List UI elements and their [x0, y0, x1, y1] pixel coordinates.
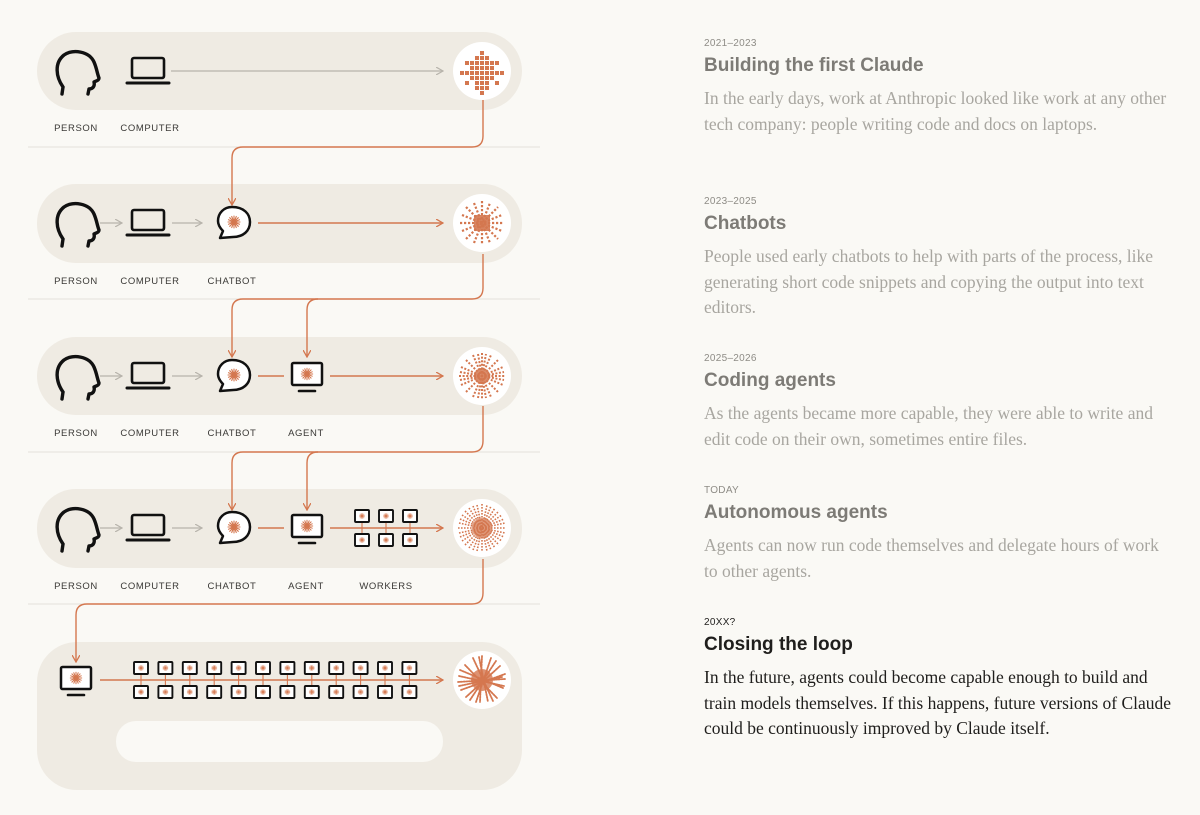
- worker-screen-icon: [379, 534, 393, 546]
- era-title: Chatbots: [704, 213, 787, 234]
- era-date: TODAY: [704, 485, 740, 496]
- worker-screen-icon: [232, 662, 246, 674]
- label-person: PERSON: [54, 123, 98, 134]
- worker-screen-icon: [232, 686, 246, 698]
- label-agent: AGENT: [288, 428, 324, 439]
- era-block-5: [704, 617, 1174, 742]
- era-title: Coding agents: [704, 370, 836, 391]
- worker-screen-icon: [329, 662, 343, 674]
- label-person: PERSON: [54, 581, 98, 592]
- label-person: PERSON: [54, 428, 98, 439]
- era-block-3: [704, 353, 1174, 452]
- era-description: In the future, agents could become capable enough to build and train models themselves. If this happens, future versions of Claude could be continuously improved by Claude itself.: [704, 667, 1172, 738]
- era-description: In the early days, work at Anthropic looked like work at any other tech company: people writing code and docs on laptops.: [704, 88, 1167, 134]
- worker-screen-icon: [403, 534, 417, 546]
- worker-screen-icon: [134, 686, 148, 698]
- label-chatbot: CHATBOT: [207, 581, 257, 592]
- era-title: Autonomous agents: [704, 502, 888, 523]
- label-computer: COMPUTER: [120, 276, 180, 287]
- chatbot-bubble-icon: [218, 512, 250, 543]
- chatbot-bubble-icon: [218, 360, 250, 391]
- era-block-2: [704, 196, 1174, 321]
- era-date: 2025–2026: [704, 353, 757, 364]
- worker-screen-icon: [305, 662, 319, 674]
- label-chatbot: CHATBOT: [207, 428, 257, 439]
- worker-screen-icon: [280, 686, 294, 698]
- worker-screen-icon: [402, 686, 416, 698]
- worker-screen-icon: [355, 534, 369, 546]
- worker-screen-icon: [134, 662, 148, 674]
- label-workers: WORKERS: [359, 581, 413, 592]
- worker-screen-icon: [354, 662, 368, 674]
- worker-screen-icon: [355, 510, 369, 522]
- worker-screen-icon: [329, 686, 343, 698]
- evolution-diagram: [0, 0, 560, 815]
- worker-screen-icon: [378, 662, 392, 674]
- worker-screen-icon: [280, 662, 294, 674]
- claude-model-icon: [453, 347, 511, 405]
- worker-screen-icon: [158, 686, 172, 698]
- worker-screen-icon: [207, 662, 221, 674]
- label-agent: AGENT: [288, 581, 324, 592]
- worker-screen-icon: [402, 662, 416, 674]
- claude-model-icon: [453, 194, 511, 252]
- worker-screen-icon: [379, 510, 393, 522]
- era-description: As the agents became more capable, they were able to write and edit code on their own, sometimes entire files.: [704, 403, 1153, 449]
- era-date: 2023–2025: [704, 196, 757, 207]
- era-block-1: [704, 38, 1174, 137]
- claude-model-icon: [453, 499, 511, 557]
- era-block-4: [704, 485, 1174, 584]
- worker-screen-icon: [207, 686, 221, 698]
- worker-screen-icon: [354, 686, 368, 698]
- worker-screen-icon: [378, 686, 392, 698]
- label-computer: COMPUTER: [120, 123, 180, 134]
- future-placeholder: [116, 721, 443, 762]
- label-computer: COMPUTER: [120, 581, 180, 592]
- era-date: 2021–2023: [704, 38, 757, 49]
- era-title: Closing the loop: [704, 634, 853, 655]
- label-computer: COMPUTER: [120, 428, 180, 439]
- claude-model-icon: [453, 42, 511, 100]
- worker-screen-icon: [403, 510, 417, 522]
- era-description: Agents can now run code themselves and delegate hours of work to other agents.: [704, 535, 1159, 581]
- chatbot-bubble-icon: [218, 207, 250, 238]
- worker-screen-icon: [183, 686, 197, 698]
- worker-screen-icon: [158, 662, 172, 674]
- worker-screen-icon: [305, 686, 319, 698]
- era-description: People used early chatbots to help with parts of the process, like generating short code snippets and copying the output into text editors.: [704, 246, 1154, 317]
- label-person: PERSON: [54, 276, 98, 287]
- worker-screen-icon: [183, 662, 197, 674]
- label-chatbot: CHATBOT: [207, 276, 257, 287]
- worker-screen-icon: [256, 686, 270, 698]
- claude-model-icon: [453, 651, 511, 709]
- era-date: 20XX?: [704, 617, 736, 628]
- era-title: Building the first Claude: [704, 55, 924, 76]
- worker-screen-icon: [256, 662, 270, 674]
